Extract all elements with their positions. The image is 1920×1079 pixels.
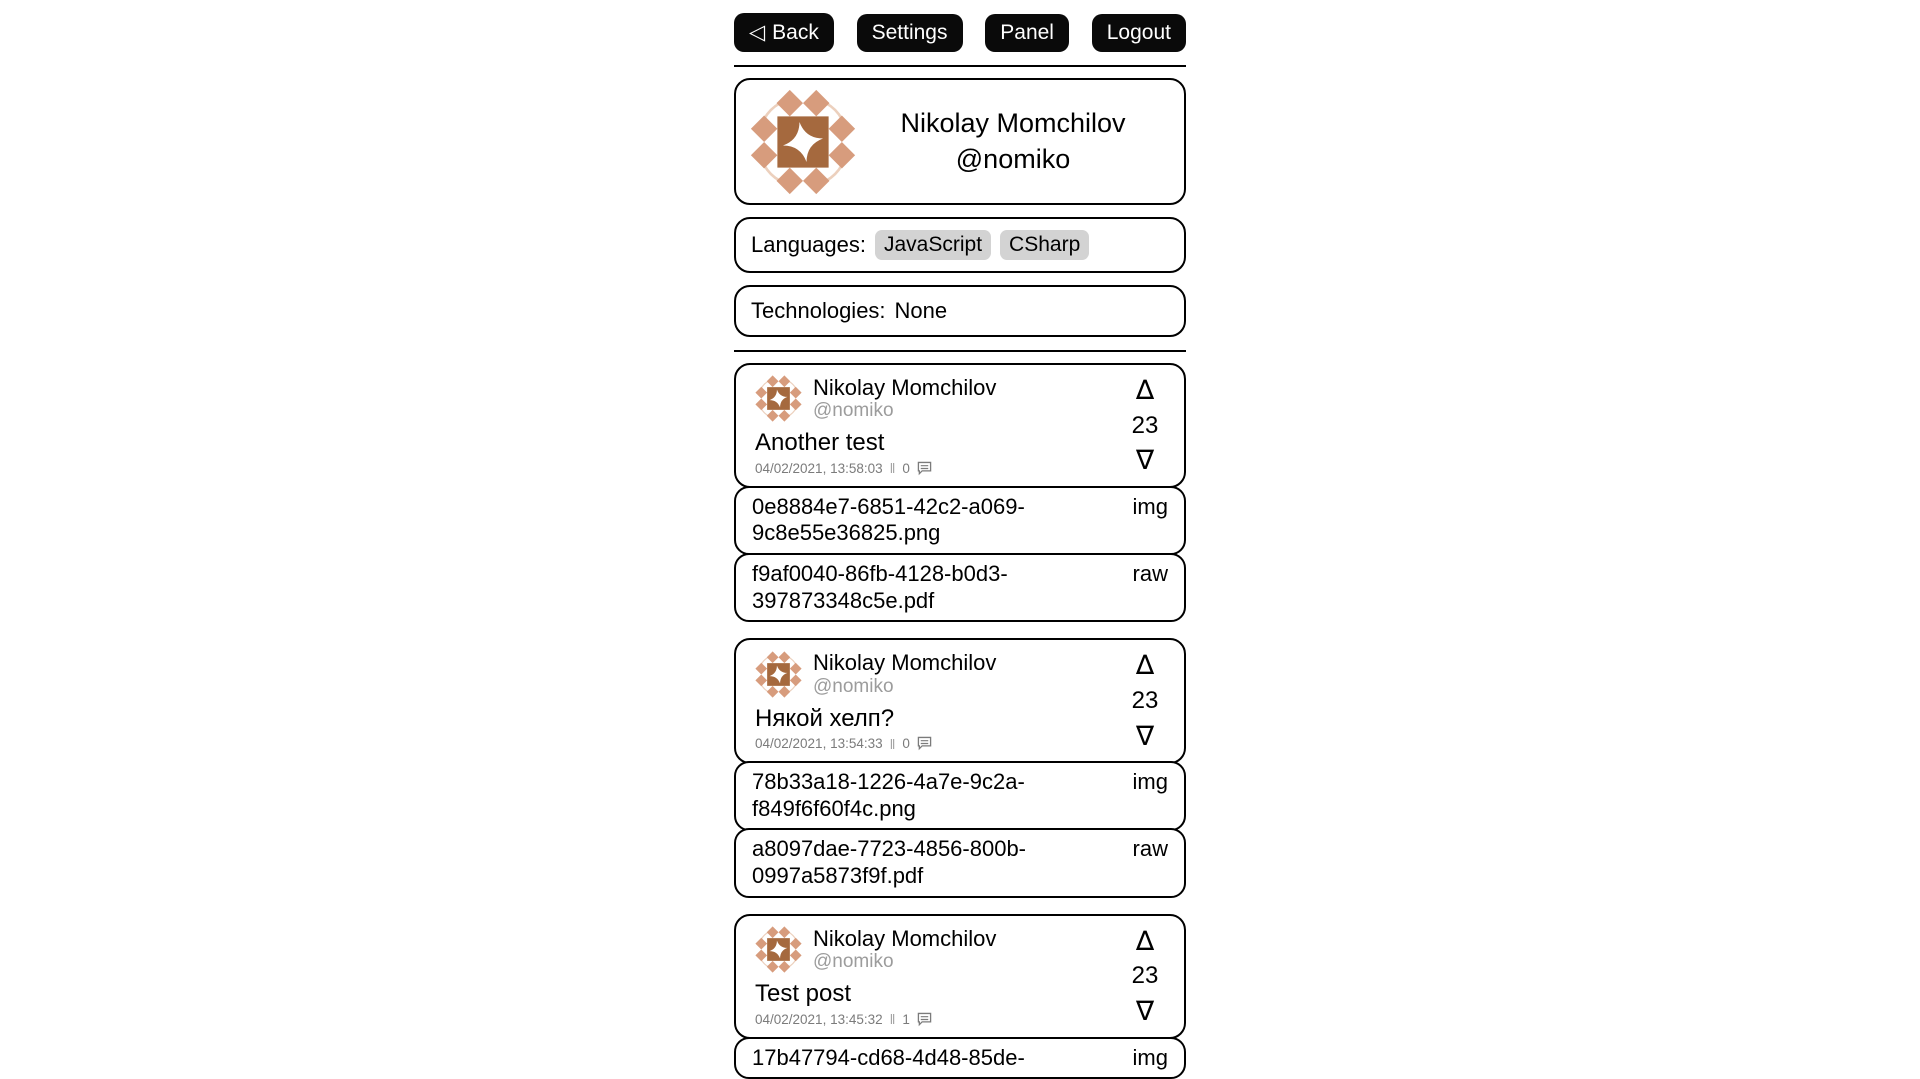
post-handle: @nomiko bbox=[813, 675, 894, 697]
post-timestamp: 04/02/2021, 13:58:03 bbox=[755, 460, 883, 476]
attachment-row[interactable] bbox=[734, 553, 1186, 623]
technologies-value: None bbox=[894, 298, 948, 323]
post-user bbox=[755, 375, 1106, 422]
downvote-button[interactable]: ∇ bbox=[1135, 445, 1155, 477]
post-main bbox=[736, 375, 1106, 476]
post-user bbox=[755, 926, 1106, 973]
comment-count: 1 bbox=[902, 1011, 910, 1027]
comment-count: 0 bbox=[902, 460, 910, 476]
post-card[interactable] bbox=[734, 363, 1186, 488]
attachment-row[interactable] bbox=[734, 1037, 1186, 1079]
vote-count: 23 bbox=[1131, 411, 1159, 439]
attachment-filename: 0e8884e7-6851-42c2-a069-9c8e55e36825.png bbox=[752, 493, 1025, 546]
post-main bbox=[736, 650, 1106, 751]
attachment-type-label: raw bbox=[1132, 560, 1168, 586]
post-meta bbox=[755, 1011, 1106, 1027]
language-badge: JavaScript bbox=[875, 230, 991, 260]
vote-count: 23 bbox=[1131, 962, 1159, 990]
post-card[interactable] bbox=[734, 914, 1186, 1039]
page-column bbox=[734, 0, 1186, 1079]
attachment-type-label: img bbox=[1132, 769, 1168, 795]
post-user-names bbox=[813, 375, 996, 422]
comment-count: 0 bbox=[902, 736, 910, 752]
downvote-button[interactable]: ∇ bbox=[1135, 720, 1155, 752]
attachment-row[interactable] bbox=[734, 761, 1186, 831]
post-title: Някой хелп? bbox=[755, 704, 895, 732]
post bbox=[734, 914, 1186, 1079]
post-avatar bbox=[755, 375, 802, 422]
post-handle: @nomiko bbox=[813, 400, 894, 422]
languages-label: Languages: bbox=[751, 232, 866, 257]
post-title: Test post bbox=[755, 980, 852, 1008]
attachments bbox=[734, 761, 1186, 898]
comment-bubble-icon bbox=[917, 736, 932, 751]
post-meta bbox=[755, 460, 1106, 476]
post-card[interactable] bbox=[734, 638, 1186, 763]
post-user-names bbox=[813, 650, 996, 697]
panel-button[interactable]: Panel bbox=[985, 14, 1069, 52]
back-button-label: Back bbox=[772, 20, 819, 44]
divider-top bbox=[734, 65, 1186, 67]
back-triangle-icon: ◁ bbox=[749, 21, 766, 44]
profile-name-block bbox=[856, 106, 1170, 176]
post-title: Another test bbox=[755, 429, 885, 457]
language-badge: CSharp bbox=[1000, 230, 1089, 260]
top-nav bbox=[734, 13, 1186, 52]
post-avatar bbox=[755, 926, 802, 973]
attachments bbox=[734, 486, 1186, 623]
attachment-type-label: raw bbox=[1132, 836, 1168, 862]
upvote-button[interactable]: ∆ bbox=[1135, 375, 1155, 406]
meta-separator: ‖ bbox=[889, 460, 896, 477]
meta-separator: ‖ bbox=[889, 735, 896, 752]
post-meta bbox=[755, 736, 1106, 752]
attachment-type-label: img bbox=[1132, 493, 1168, 519]
downvote-button[interactable]: ∇ bbox=[1135, 996, 1155, 1028]
attachment-filename: a8097dae-7723-4856-800b-0997a5873f9f.pdf bbox=[752, 836, 1027, 889]
post bbox=[734, 363, 1186, 622]
post-main bbox=[736, 926, 1106, 1027]
back-button[interactable] bbox=[734, 13, 834, 52]
languages-card bbox=[734, 217, 1186, 273]
post-author: Nikolay Momchilov bbox=[813, 650, 997, 676]
post-user bbox=[755, 650, 1106, 697]
profile-name: Nikolay Momchilov bbox=[900, 108, 1126, 139]
post-avatar bbox=[755, 651, 802, 698]
profile-avatar bbox=[750, 89, 856, 195]
attachment-filename: f9af0040-86fb-4128-b0d3-397873348c5e.pdf bbox=[752, 560, 1008, 613]
posts-list bbox=[734, 363, 1186, 1079]
post-user-names bbox=[813, 926, 996, 973]
attachment-filename: 17b47794-cd68-4d48-85de- bbox=[752, 1044, 1025, 1070]
vote-count: 23 bbox=[1131, 687, 1159, 715]
attachments bbox=[734, 1037, 1186, 1079]
vote-column bbox=[1106, 926, 1184, 1027]
attachment-type-label: img bbox=[1132, 1044, 1168, 1070]
comment-bubble-icon bbox=[917, 461, 932, 476]
post-handle: @nomiko bbox=[813, 951, 894, 973]
vote-column bbox=[1106, 650, 1184, 751]
attachment-row[interactable] bbox=[734, 486, 1186, 556]
attachment-row[interactable] bbox=[734, 828, 1186, 898]
divider-posts bbox=[734, 350, 1186, 352]
meta-separator: ‖ bbox=[889, 1011, 896, 1028]
post bbox=[734, 638, 1186, 897]
profile-card bbox=[734, 78, 1186, 205]
profile-handle: @nomiko bbox=[955, 143, 1071, 174]
upvote-button[interactable]: ∆ bbox=[1135, 925, 1155, 957]
settings-button[interactable]: Settings bbox=[857, 14, 963, 52]
post-author: Nikolay Momchilov bbox=[813, 375, 997, 400]
post-author: Nikolay Momchilov bbox=[813, 925, 997, 951]
post-timestamp: 04/02/2021, 13:45:32 bbox=[755, 1011, 883, 1027]
technologies-card bbox=[734, 285, 1186, 337]
languages-list bbox=[875, 230, 1089, 260]
vote-column bbox=[1106, 375, 1184, 476]
technologies-label: Technologies: bbox=[751, 298, 886, 323]
comment-bubble-icon bbox=[917, 1012, 932, 1027]
attachment-filename: 78b33a18-1226-4a7e-9c2a-f849f6f60f4c.png bbox=[752, 769, 1025, 821]
upvote-button[interactable]: ∆ bbox=[1135, 650, 1155, 682]
logout-button[interactable]: Logout bbox=[1092, 14, 1186, 52]
post-timestamp: 04/02/2021, 13:54:33 bbox=[755, 736, 883, 752]
